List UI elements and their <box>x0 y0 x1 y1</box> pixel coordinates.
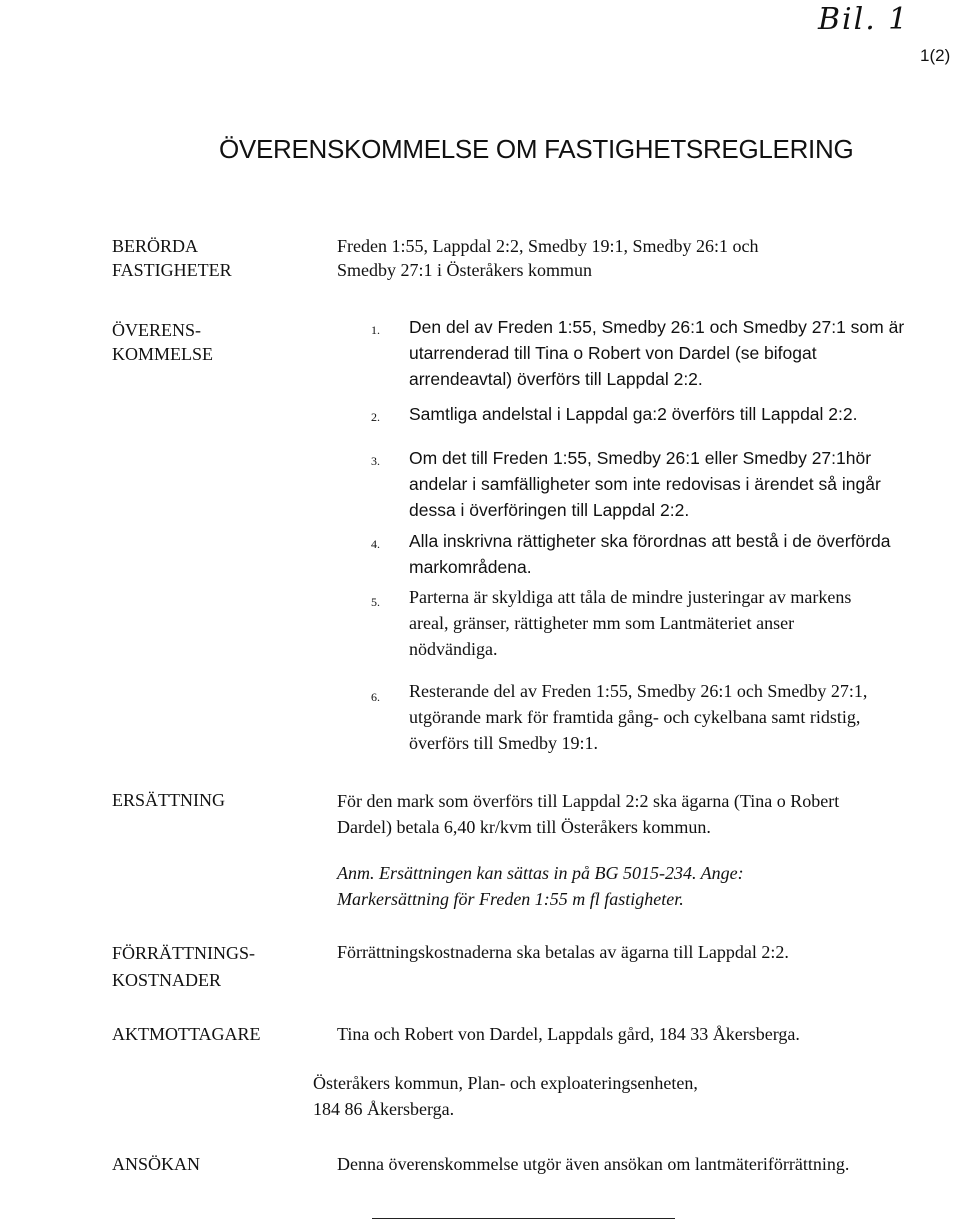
label-line: FASTIGHETER <box>112 260 232 280</box>
label-ansokan: ANSÖKAN <box>112 1154 201 1174</box>
text-line: Österåkers kommun, Plan- och exploateringsenheten, <box>313 1073 698 1093</box>
item-line: utgörande mark för framtida gång- och cykelbana samt ridstig, <box>409 707 861 727</box>
label-overenskommelse <box>112 318 213 366</box>
ersattning-text <box>337 788 839 840</box>
text-line: För den mark som överförs till Lappdal 2:2 ska ägarna (Tina o Robert <box>337 791 840 811</box>
berorda-fastigheter-text <box>337 234 758 282</box>
label-line: BERÖRDA <box>112 236 199 256</box>
item-line: dessa i överföringen till Lappdal 2:2. <box>409 500 690 520</box>
agreement-item-1 <box>409 314 904 392</box>
item-number: 4. <box>371 537 380 551</box>
item-line: Samtliga andelstal i Lappdal ga:2 överförs till Lappdal 2:2. <box>409 404 858 424</box>
note-line: Anm. Ersättningen kan sättas in på BG 5015-234. Ange: <box>337 863 744 883</box>
label-line: FÖRRÄTTNINGS- <box>112 943 256 963</box>
text-line: Freden 1:55, Lappdal 2:2, Smedby 19:1, Smedby 26:1 och <box>337 236 759 256</box>
label-line: KOMMELSE <box>112 344 214 364</box>
label-berorda-fastigheter <box>112 234 232 282</box>
item-number: 1. <box>371 323 380 337</box>
item-number: 3. <box>371 454 380 468</box>
agreement-item-4 <box>409 528 891 580</box>
aktmottagare-entry-1 <box>337 1022 800 1046</box>
item-line: areal, gränser, rättigheter mm som Lantmäteriet anser <box>409 613 795 633</box>
text-line: 184 86 Åkersberga. <box>313 1099 455 1119</box>
label-forrattningskostnader <box>112 940 255 994</box>
item-number: 5. <box>371 595 380 609</box>
text-line: Smedby 27:1 i Österåkers kommun <box>337 260 592 280</box>
agreement-item-2 <box>409 401 857 427</box>
ansokan-text: Denna överenskommelse utgör även ansökan om lantmäteriförrättning. <box>337 1154 850 1174</box>
signature-line <box>372 1218 675 1219</box>
item-line: markområdena. <box>409 557 532 577</box>
item-line: andelar i samfälligheter som inte redovisas i ärendet så ingår <box>409 474 881 494</box>
label-line: KOSTNADER <box>112 970 222 990</box>
item-line: Den del av Freden 1:55, Smedby 26:1 och Smedby 27:1 som är <box>409 317 905 337</box>
item-line: Resterande del av Freden 1:55, Smedby 26:1 och Smedby 27:1, <box>409 681 868 701</box>
note-line: Markersättning för Freden 1:55 m fl fastigheter. <box>337 889 684 909</box>
item-line: arrendeavtal) överförs till Lappdal 2:2. <box>409 369 703 389</box>
item-line: överförs till Smedby 19:1. <box>409 733 598 753</box>
forrattningskostnader-text: Förrättningskostnaderna ska betalas av ägarna till Lappdal 2:2. <box>337 942 789 962</box>
item-line: Parterna är skyldiga att tåla de mindre justeringar av markens <box>409 587 852 607</box>
agreement-item-3 <box>409 445 881 523</box>
agreement-item-6 <box>409 678 867 756</box>
item-line: utarrenderad till Tina o Robert von Dardel (se bifogat <box>409 343 817 363</box>
ersattning-note <box>337 860 744 912</box>
agreement-item-5 <box>409 584 851 662</box>
handwritten-annotation: Bil. 1 <box>818 2 910 37</box>
item-line: Alla inskrivna rättigheter ska förordnas att bestå i de överförda <box>409 531 891 551</box>
item-number: 6. <box>371 690 380 704</box>
label-aktmottagare: AKTMOTTAGARE <box>112 1024 261 1044</box>
item-line: nödvändiga. <box>409 639 498 659</box>
text-line: Tina och Robert von Dardel, Lappdals gård, 184 33 Åkersberga. <box>337 1024 800 1044</box>
document-title: ÖVERENSKOMMELSE OM FASTIGHETSREGLERING <box>219 134 854 164</box>
label-line: ÖVERENS- <box>112 320 201 340</box>
item-line: Om det till Freden 1:55, Smedby 26:1 eller Smedby 27:1hör <box>409 448 872 468</box>
page-number: 1(2) <box>920 46 951 65</box>
text-line: Dardel) betala 6,40 kr/kvm till Österåkers kommun. <box>337 817 711 837</box>
aktmottagare-entry-2 <box>313 1070 698 1122</box>
label-ersattning: ERSÄTTNING <box>112 790 225 810</box>
item-number: 2. <box>371 410 380 424</box>
